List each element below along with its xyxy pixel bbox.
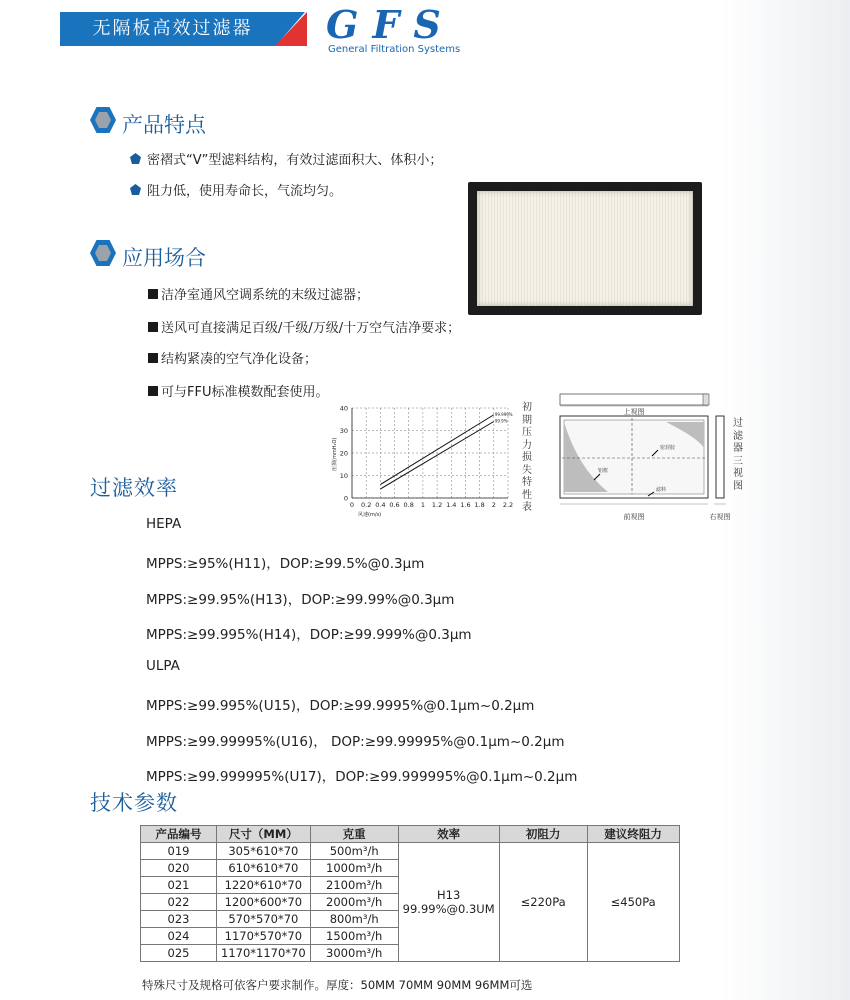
- right-view-shape: [716, 416, 724, 498]
- ulpa-label: ULPA: [146, 658, 180, 674]
- drawing-vertical-title: 过 滤 器 三 视 图: [733, 418, 743, 492]
- y-tick-label: 30: [339, 427, 348, 435]
- x-tick-label: 0.6: [389, 501, 400, 509]
- features-heading: 产品特点: [122, 113, 206, 137]
- application-item: 结构紧凑的空气净化设备；: [161, 352, 318, 367]
- top-view-shape: [560, 394, 708, 405]
- column-header: 尺寸（MM）: [217, 826, 311, 843]
- square-bullet-icon: [148, 353, 158, 363]
- table-cell: 3000m³/h: [310, 945, 398, 962]
- x-tick-label: 1.6: [460, 501, 471, 509]
- table-cell: 2100m³/h: [310, 877, 398, 894]
- table-cell: 021: [141, 877, 217, 894]
- hepa-label: HEPA: [146, 516, 182, 532]
- top-view-end: [703, 394, 709, 405]
- initial-resistance-cell: ≤220Pa: [499, 843, 587, 962]
- y-tick-label: 40: [339, 404, 348, 413]
- table-cell: 020: [141, 860, 217, 877]
- x-tick-label: 0: [349, 501, 355, 509]
- sealant-label: 密封胶: [660, 445, 676, 451]
- column-header: 建议终阻力: [587, 826, 679, 843]
- x-tick-label: 2: [491, 501, 496, 509]
- chart-vertical-title: 初 期 压 力 损 失 特 性 表: [522, 402, 532, 513]
- tech-params-table: [140, 825, 680, 962]
- feature-item: 密褶式“V”型滤料结构，有效过滤面积大、体积小；: [147, 153, 443, 168]
- final-resistance-cell: ≤450Pa: [587, 843, 679, 962]
- hexagon-icon: [90, 240, 116, 266]
- efficiency-grade: H13: [437, 888, 461, 902]
- table-cell: 1170*570*70: [217, 928, 311, 945]
- tech-heading: 技术参数: [90, 791, 178, 815]
- table-cell: 1170*1170*70: [217, 945, 311, 962]
- table-cell: 1500m³/h: [310, 928, 398, 945]
- table-cell: 2000m³/h: [310, 894, 398, 911]
- brand-logo-subtitle: General Filtration Systems: [328, 44, 461, 55]
- x-tick-label: 1.8: [474, 501, 485, 509]
- efficiency-cell: [398, 843, 499, 962]
- square-bullet-icon: [148, 289, 158, 299]
- table-cell: 800m³/h: [310, 911, 398, 928]
- x-tick-label: 0.2: [361, 501, 372, 509]
- hepa-spec-h14: MPPS:≥99.995%(H14)，DOP:≥99.999%@0.3μm: [146, 627, 472, 643]
- front-view-label: 前视图: [623, 513, 645, 521]
- ulpa-spec-u17: MPPS:≥99.999995%(U17)，DOP:≥99.999995%@0.1μm~0.2μm: [146, 769, 578, 785]
- x-tick-label: 1.2: [431, 501, 443, 509]
- table-cell: 025: [141, 945, 217, 962]
- right-view-label: 右视图: [709, 513, 730, 521]
- page-title: 无隔板高效过滤器: [92, 18, 253, 39]
- table-cell: 570*570*70: [217, 911, 311, 928]
- y-axis-label: 压损(mmH₂O): [332, 437, 338, 471]
- pressure-loss-chart: [328, 400, 518, 520]
- square-bullet-icon: [148, 322, 158, 332]
- three-view-drawing: [548, 388, 730, 524]
- table-cell: 1000m³/h: [310, 860, 398, 877]
- pentagon-bullet-icon: [130, 184, 141, 195]
- column-header: 克重: [310, 826, 398, 843]
- column-header: 产品编号: [141, 826, 217, 843]
- media-label: 滤料: [656, 487, 667, 493]
- table-cell: 610*610*70: [217, 860, 311, 877]
- hepa-spec-h13: MPPS:≥99.95%(H13)，DOP:≥99.99%@0.3μm: [146, 592, 455, 608]
- top-view-label: 上视图: [623, 408, 645, 416]
- column-header: 初阻力: [499, 826, 587, 843]
- table-cell: 024: [141, 928, 217, 945]
- table-cell: 019: [141, 843, 217, 860]
- square-bullet-icon: [148, 386, 158, 396]
- x-tick-label: 0.4: [375, 501, 386, 509]
- column-header: 效率: [398, 826, 499, 843]
- x-tick-label: 1.4: [446, 501, 457, 509]
- application-item: 送风可直接满足百级/千级/万级/十万空气洁净要求；: [161, 321, 461, 336]
- efficiency-heading: 过滤效率: [90, 476, 178, 500]
- pentagon-bullet-icon: [130, 153, 141, 164]
- hepa-spec-h11: MPPS:≥95%(H11)，DOP:≥99.5%@0.3μm: [146, 556, 425, 572]
- ulpa-spec-u16: MPPS:≥99.99995%(U16)， DOP:≥99.99995%@0.1μm~0.2μm: [146, 734, 565, 750]
- table-footnote: 特殊尺寸及规格可依客户要求制作。厚度：50MM 70MM 90MM 96MM可选: [142, 978, 533, 992]
- series-label: 99.9%: [494, 418, 508, 424]
- applications-heading: 应用场合: [122, 246, 206, 270]
- series-label: 99.999%: [494, 411, 513, 417]
- table-cell: 305*610*70: [217, 843, 311, 860]
- table-cell: 023: [141, 911, 217, 928]
- y-tick-label: 0: [343, 494, 348, 503]
- filter-media-pleats: [477, 191, 693, 306]
- ulpa-spec-u15: MPPS:≥99.995%(U15)，DOP:≥99.9995%@0.1μm~0.2μm: [146, 698, 535, 714]
- table-cell: 500m³/h: [310, 843, 398, 860]
- x-tick-label: 1: [420, 501, 425, 509]
- y-tick-label: 10: [339, 472, 348, 480]
- table-cell: 1220*610*70: [217, 877, 311, 894]
- brand-logo: GFS: [326, 2, 455, 47]
- table-header-row: [141, 826, 680, 843]
- table-row: [141, 843, 680, 860]
- application-item: 可与FFU标准模数配套使用。: [161, 385, 329, 400]
- feature-item: 阻力低，使用寿命长，气流均匀。: [147, 184, 343, 199]
- frame-label: 铝框: [598, 468, 609, 474]
- x-axis-label: 风速(m/s): [358, 512, 382, 518]
- series-line: [380, 422, 493, 490]
- hexagon-icon: [90, 107, 116, 133]
- table-cell: 022: [141, 894, 217, 911]
- x-tick-label: 2.2: [502, 501, 514, 509]
- x-tick-label: 0.8: [403, 501, 414, 509]
- table-cell: 1200*600*70: [217, 894, 311, 911]
- y-tick-label: 20: [339, 449, 348, 458]
- efficiency-value: 99.99%@0.3UM: [402, 902, 495, 916]
- application-item: 洁净室通风空调系统的末级过滤器；: [161, 288, 370, 303]
